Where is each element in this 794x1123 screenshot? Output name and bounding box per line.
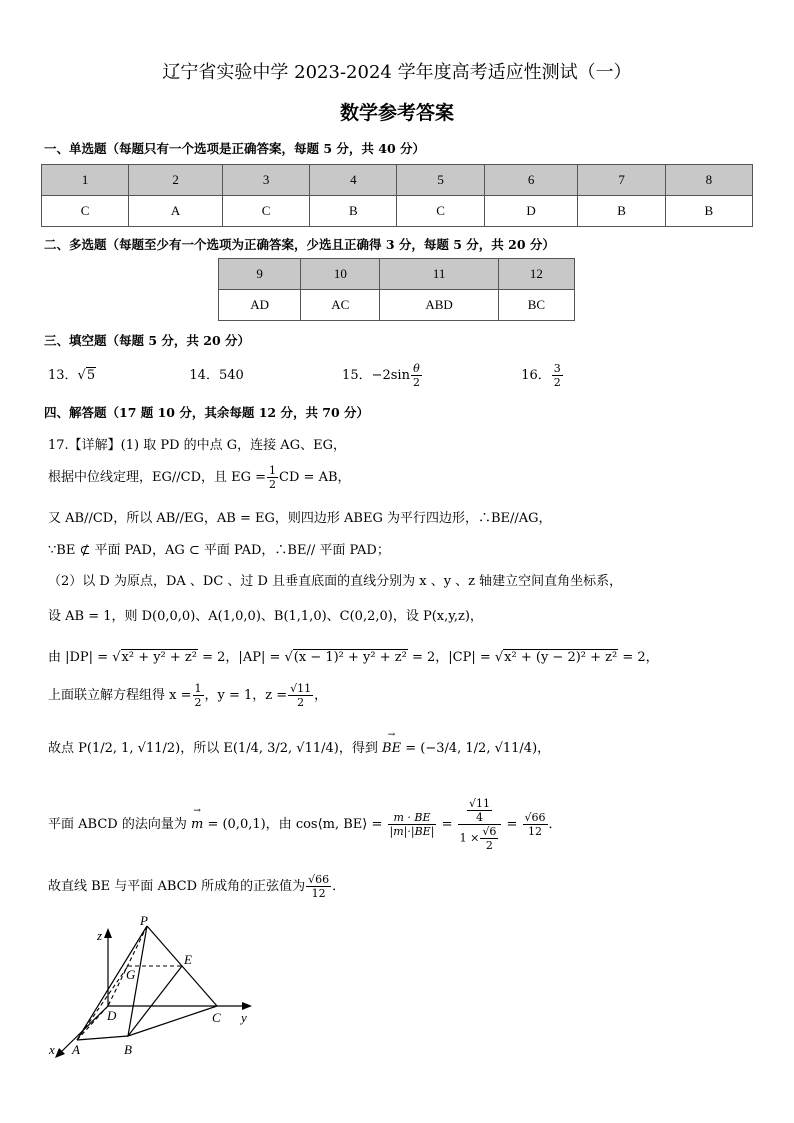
question-number-cell: 6 xyxy=(484,165,578,196)
answer-cell: A xyxy=(129,196,223,227)
solution-line-10: 平面 ABCD 的法向量为 → m = (0,0,1)，由 cos⟨m, BE⟩ = $\frac{m \cdot BE}{|m|\cdot|BE|}$ = $\frac{√11}{4}$ 1 × $\frac{√6}{2}$ = $\frac{√66}{12}$ ． xyxy=(48,797,562,852)
section-3-heading: 三、填空题（每题 5 分，共 20 分） xyxy=(44,333,251,348)
solution-line-8: 上面联立解方程组得 x = $\frac{1}{2}$ ，y = 1，z = $\frac{√11}{2}$ ， xyxy=(48,682,328,709)
answer-cell: C xyxy=(222,196,309,227)
label-D: D xyxy=(107,1008,117,1023)
answer-15: 15．−2sin $\frac{\theta}{2}$ xyxy=(342,362,420,389)
answer-cell: B xyxy=(578,196,665,227)
answer-cell: B xyxy=(310,196,397,227)
edge-BE xyxy=(128,966,182,1036)
answer-14: 14．540 xyxy=(189,368,244,383)
answer-cell: C xyxy=(42,196,129,227)
answer-cell: ABD xyxy=(380,290,498,321)
y-axis-arrow xyxy=(242,1002,252,1010)
solution-line-5: （2）以 D 为原点，DA 、DC 、过 D 且垂直底面的直线分别为 x 、y 、z 轴建立空间直角坐标系， xyxy=(48,574,623,589)
question-number-cell: 12 xyxy=(498,259,574,290)
question-number-cell: 9 xyxy=(219,259,301,290)
label-E: E xyxy=(184,952,192,967)
pyramid-figure xyxy=(40,912,270,1062)
question-number-cell: 2 xyxy=(129,165,223,196)
question-number-cell: 7 xyxy=(578,165,665,196)
edge-PD xyxy=(108,926,147,1006)
answer-13: 13．√5 xyxy=(48,368,96,383)
solution-line-3: 又 AB//CD，所以 AB//EG，AB = EG，则四边形 ABEG 为平行四边形，∴BE//AG， xyxy=(48,511,552,526)
label-A: A xyxy=(72,1042,80,1057)
solution-line-7: 由 |DP| = √x² + y² + z² = 2，|AP| = √(x − 1)² + y² + z² = 2，|CP| = √x² + (y − 2)² + z² = 2， xyxy=(48,650,659,665)
document-subtitle: 数学参考答案 xyxy=(339,102,454,124)
answer-cell: C xyxy=(397,196,484,227)
question-number-cell: 8 xyxy=(665,165,752,196)
answer-16: 16． $\frac{3}{2}$ xyxy=(521,362,561,389)
label-C: C xyxy=(212,1010,221,1025)
solution-line-9: 故点 P(1/2, 1, √11/2)，所以 E(1/4, 3/2, √11/4)，得到 → BE = (−3/4, 1/2, √11/4)， xyxy=(48,737,550,756)
solution-line-6: 设 AB = 1，则 D(0,0,0)、A(1,0,0)、B(1,1,0)、C(0,2,0)，设 P(x,y,z)， xyxy=(48,609,483,624)
answer-cell: B xyxy=(665,196,752,227)
label-x: x xyxy=(49,1042,55,1057)
answer-cell: AC xyxy=(301,290,380,321)
edge-BC xyxy=(128,1006,217,1036)
answer-cell: D xyxy=(484,196,578,227)
section-2-heading: 二、多选题（每题至少有一个选项为正确答案，少选且正确得 3 分，每题 5 分，共 20 分） xyxy=(44,237,555,252)
question-number-cell: 11 xyxy=(380,259,498,290)
question-number-cell: 10 xyxy=(301,259,380,290)
label-y: y xyxy=(241,1010,247,1025)
label-G: G xyxy=(126,967,136,982)
solution-line-4: ∵BE ⊄ 平面 PAD，AG ⊂ 平面 PAD，∴BE// 平面 PAD； xyxy=(48,543,390,558)
fill-blank-answers xyxy=(48,362,564,389)
x-axis xyxy=(58,1006,108,1055)
z-axis-arrow xyxy=(104,928,112,938)
multi-choice-answer-table xyxy=(218,258,575,321)
question-number-cell: 3 xyxy=(222,165,309,196)
label-z: z xyxy=(97,928,103,943)
question-number-cell: 5 xyxy=(397,165,484,196)
question-number-cell: 4 xyxy=(310,165,397,196)
label-P: P xyxy=(140,913,148,928)
edge-AB xyxy=(77,1036,128,1040)
single-choice-answer-table xyxy=(41,164,753,227)
section-1-heading: 一、单选题（每题只有一个选项是正确答案，每题 5 分，共 40 分） xyxy=(44,141,426,156)
document-title: 辽宁省实验中学 2023-2024 学年度高考适应性测试（一） xyxy=(162,62,632,83)
answer-cell: AD xyxy=(219,290,301,321)
section-4-heading: 四、解答题（17 题 10 分，其余每题 12 分，共 70 分） xyxy=(44,405,370,420)
answer-cell: BC xyxy=(498,290,574,321)
label-B: B xyxy=(124,1042,132,1057)
solution-line-1: 17.【详解】(1) 取 PD 的中点 G，连接 AG、EG， xyxy=(48,438,346,453)
solution-line-2: 根据中位线定理，EG//CD，且 EG = $\frac{1}{2}$ CD = AB， xyxy=(48,464,351,491)
solution-line-11: 故直线 BE 与平面 ABCD 所成角的正弦值为 $\frac{√66}{12}$ ． xyxy=(48,873,346,900)
question-number-cell: 1 xyxy=(42,165,129,196)
